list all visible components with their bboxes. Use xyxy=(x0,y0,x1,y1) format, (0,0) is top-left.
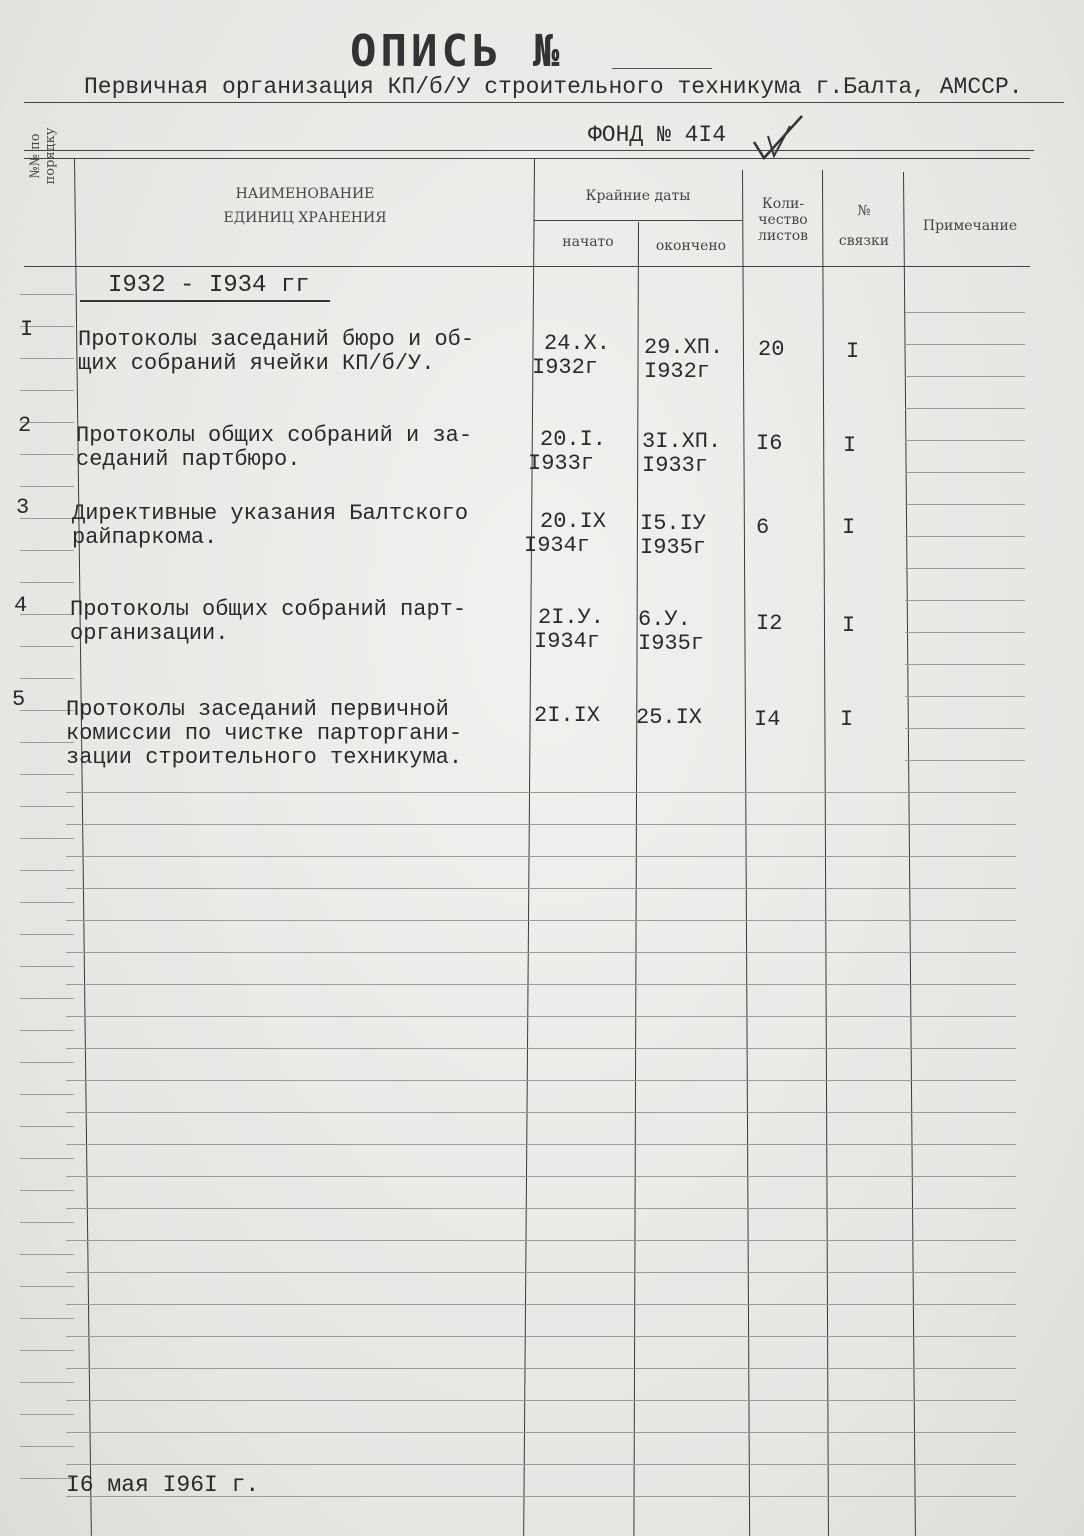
ruled-line xyxy=(66,1080,1016,1081)
ruled-line xyxy=(20,486,74,487)
row-4-number: 4 xyxy=(14,593,28,618)
ruled-line xyxy=(20,806,74,807)
row-4-bundle: I xyxy=(842,613,856,638)
ruled-line xyxy=(20,1158,74,1159)
page-title: ОПИСЬ № xyxy=(350,26,564,77)
ruled-line xyxy=(66,1336,1016,1337)
row-4-end-date: 6.У. I935г xyxy=(638,607,705,656)
row-2-sheets: I6 xyxy=(756,431,783,456)
ruled-line xyxy=(905,536,1025,537)
header-row-number: №№ по порядку xyxy=(28,127,58,185)
ruled-line xyxy=(66,1176,1016,1177)
ruled-line xyxy=(905,440,1025,441)
ruled-line xyxy=(20,1030,74,1031)
row-5-bundle: I xyxy=(840,707,854,732)
ruled-line xyxy=(20,390,74,391)
ruled-line xyxy=(20,1126,74,1127)
row-3-name: Директивные указания Балтского райпаркома. xyxy=(72,501,469,550)
ruled-line xyxy=(20,1190,74,1191)
row-5-start-date: 2I.IX xyxy=(534,703,601,728)
ruled-line xyxy=(20,1222,74,1223)
ruled-line xyxy=(905,728,1025,729)
row-1-bundle: I xyxy=(846,339,860,364)
ruled-line xyxy=(66,952,1016,953)
ruled-line xyxy=(66,984,1016,985)
ruled-line xyxy=(905,568,1025,569)
ruled-line xyxy=(20,870,74,871)
row-1-end-date: 29.ХП. I932г xyxy=(644,335,724,384)
row-2-end-date: 3I.ХП. I933г xyxy=(642,429,722,478)
period-heading: I932 - I934 гг xyxy=(108,272,310,299)
ruled-line xyxy=(905,600,1025,601)
ruled-line xyxy=(66,1048,1016,1049)
row-4-sheets: I2 xyxy=(756,611,783,636)
ruled-line xyxy=(66,1240,1016,1241)
title-number-line xyxy=(612,68,712,69)
row-2-name: Протоколы общих собраний и за- седаний партбюро. xyxy=(76,423,473,472)
ruled-line xyxy=(20,358,74,359)
ruled-line xyxy=(905,664,1025,665)
header-bottom-line xyxy=(24,266,1030,267)
row-1-start-date: 24.Х. I932г xyxy=(532,331,611,380)
fond-number: ФОНД № 4I4 xyxy=(588,122,727,148)
ruled-line xyxy=(20,1446,74,1447)
row-1-number: I xyxy=(20,317,34,342)
ruled-line xyxy=(20,1094,74,1095)
org-underline xyxy=(24,102,1064,103)
ruled-line xyxy=(20,1062,74,1063)
row-4-name: Протоколы общих собраний парт- организации. xyxy=(70,597,467,646)
ruled-line xyxy=(20,1286,74,1287)
ruled-line xyxy=(905,344,1025,345)
header-item-name: НАИМЕНОВАНИЕ ЕДИНИЦ ХРАНЕНИЯ xyxy=(223,186,387,226)
ruled-line xyxy=(20,1414,74,1415)
row-5-sheets: I4 xyxy=(754,707,781,732)
header-date-start: начато xyxy=(562,234,614,250)
ruled-line xyxy=(66,920,1016,921)
row-1-sheets: 20 xyxy=(758,337,785,362)
header-note: Примечание xyxy=(922,218,1018,234)
ruled-line xyxy=(20,1350,74,1351)
ruled-line xyxy=(66,888,1016,889)
signoff-date: I6 мая I96I г. xyxy=(66,1472,260,1498)
ruled-line xyxy=(66,1464,1016,1465)
ruled-line xyxy=(20,1318,74,1319)
row-3-start-date: 20.IX I934г xyxy=(524,509,607,558)
fond-underline xyxy=(24,150,1034,151)
ruled-line xyxy=(20,1382,74,1383)
ruled-line xyxy=(905,408,1025,409)
ruled-line xyxy=(20,934,74,935)
ruled-line xyxy=(20,614,74,615)
ruled-line xyxy=(66,1432,1016,1433)
ruled-line xyxy=(66,792,1016,793)
ruled-line xyxy=(66,1272,1016,1273)
ruled-line xyxy=(66,1304,1016,1305)
ruled-line xyxy=(20,838,74,839)
row-2-start-date: 20.I. I933г xyxy=(528,427,607,476)
ruled-line xyxy=(905,376,1025,377)
ruled-line xyxy=(20,902,74,903)
ruled-line xyxy=(20,646,74,647)
ruled-line xyxy=(66,1144,1016,1145)
ruled-line xyxy=(66,1368,1016,1369)
dates-divider-line xyxy=(534,220,742,221)
ruled-line xyxy=(20,774,74,775)
ruled-line xyxy=(66,1208,1016,1209)
row-3-number: 3 xyxy=(16,495,30,520)
ruled-line xyxy=(20,550,74,551)
ruled-line xyxy=(20,678,74,679)
ruled-line xyxy=(905,312,1025,313)
ruled-line xyxy=(20,294,74,295)
ruled-line xyxy=(20,998,74,999)
row-4-start-date: 2I.У. I934г xyxy=(534,605,605,654)
row-2-number: 2 xyxy=(18,413,32,438)
ruled-line xyxy=(905,696,1025,697)
row-5-end-date: 25.IX xyxy=(636,705,703,730)
ruled-line xyxy=(66,856,1016,857)
header-bundle-number: № связки xyxy=(838,203,890,249)
ruled-line xyxy=(20,582,74,583)
row-3-sheets: 6 xyxy=(756,515,770,540)
ruled-line xyxy=(66,1112,1016,1113)
ruled-line xyxy=(20,1254,74,1255)
organization-name: Первичная организация КП/б/У строительного техникума г.Балта, АМССР. xyxy=(84,74,1023,100)
ruled-line xyxy=(905,632,1025,633)
row-5-number: 5 xyxy=(12,687,26,712)
header-extreme-dates: Крайние даты xyxy=(585,188,691,204)
ruled-line xyxy=(20,454,74,455)
row-3-end-date: I5.IУ I935г xyxy=(640,511,707,560)
ruled-line xyxy=(905,472,1025,473)
period-underline xyxy=(80,300,330,302)
table-top-line xyxy=(24,158,1030,159)
row-3-bundle: I xyxy=(842,515,856,540)
row-2-bundle: I xyxy=(843,433,857,458)
ruled-line xyxy=(20,966,74,967)
row-5-name: Протоколы заседаний первичной комиссии по чистке парторгани- зации строительного техникума. xyxy=(66,697,463,770)
ruled-line xyxy=(66,1016,1016,1017)
ruled-line xyxy=(66,1400,1016,1401)
ruled-line xyxy=(905,760,1025,761)
ruled-line xyxy=(66,824,1016,825)
header-sheet-count: Коли- чество листов xyxy=(757,196,809,244)
row-1-name: Протоколы заседаний бюро и об- щих собраний ячейки КП/б/У. xyxy=(78,327,475,376)
ruled-line xyxy=(905,504,1025,505)
checkmark-icon xyxy=(748,112,808,172)
header-date-end: окончено xyxy=(655,238,727,254)
